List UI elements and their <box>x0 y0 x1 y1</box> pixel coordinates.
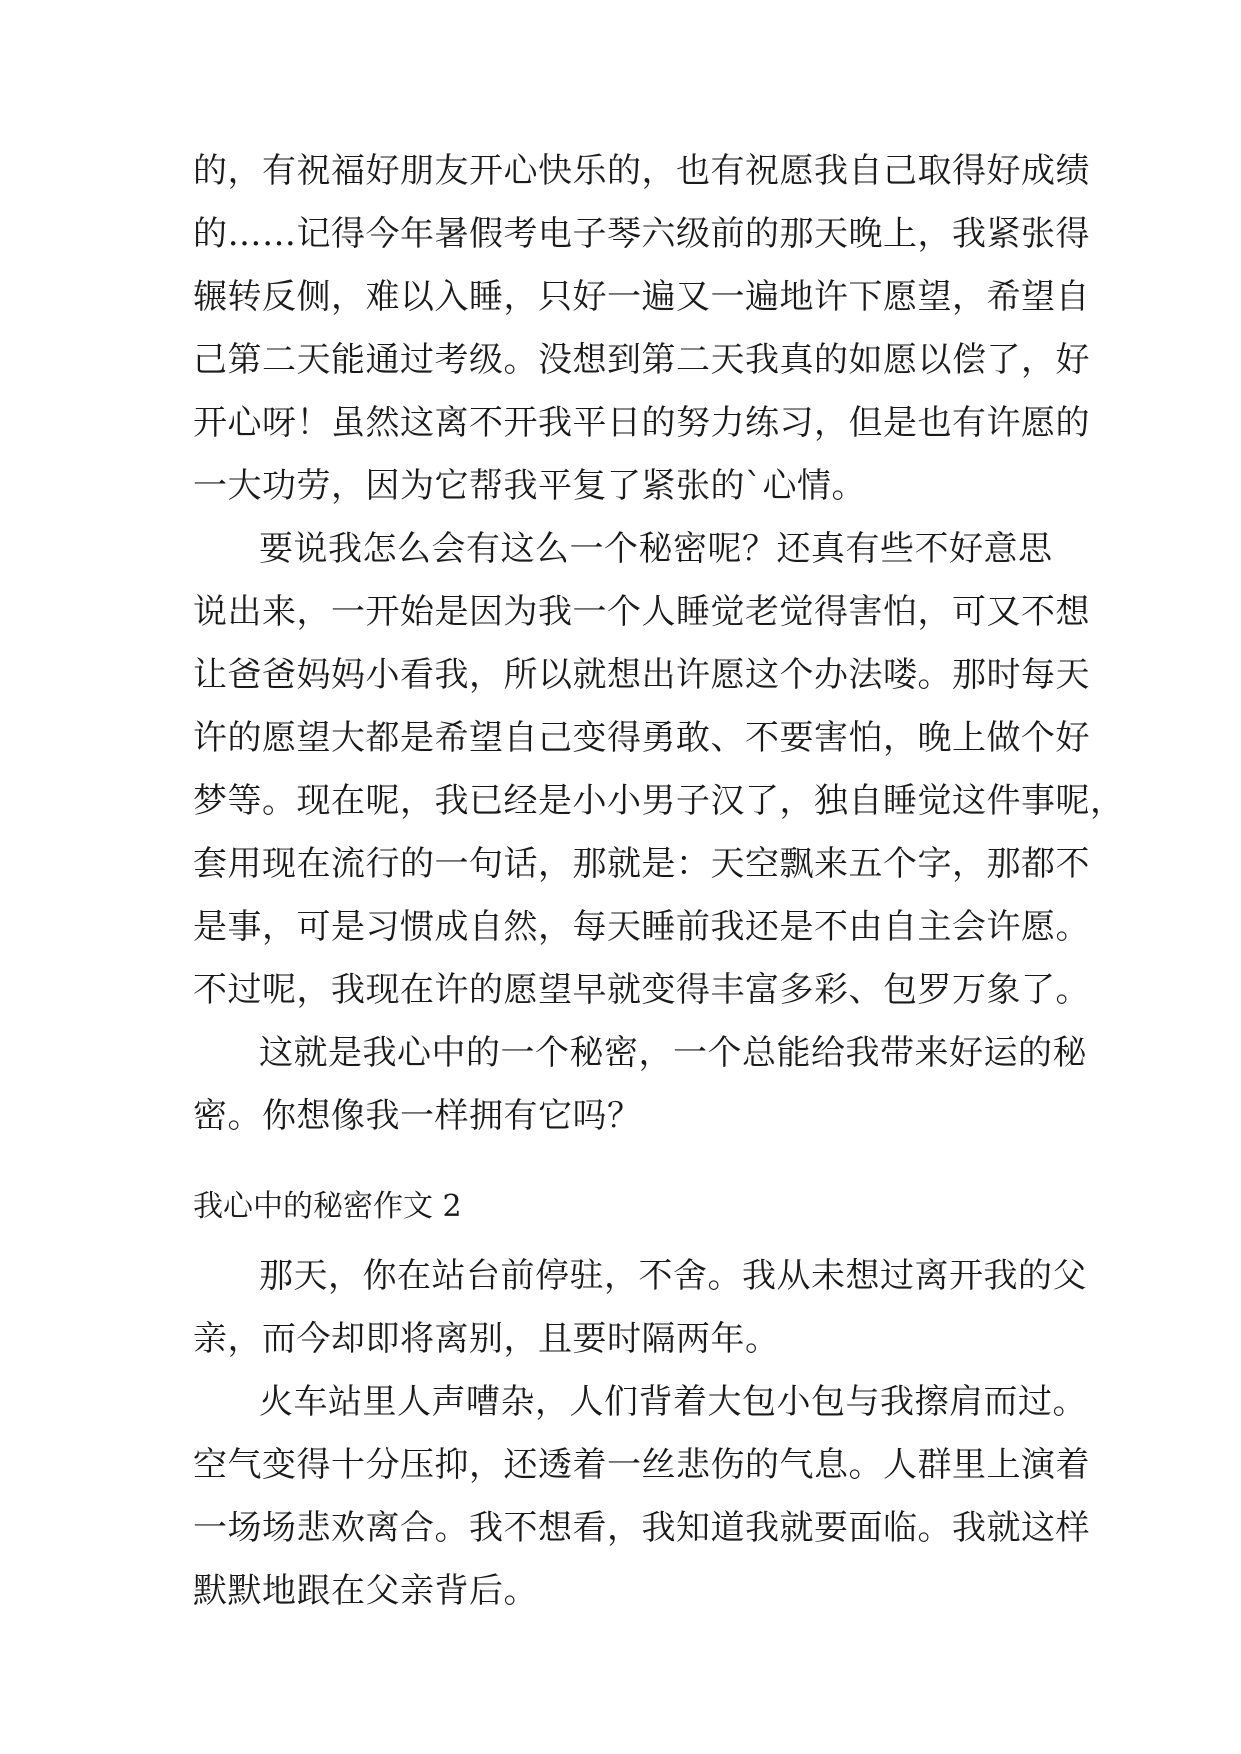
paragraph-line: 一大功劳，因为它帮我平复了紧张的`心情。 <box>193 466 866 506</box>
paragraph-line: 说出来，一开始是因为我一个人睡觉老觉得害怕，可又不想 <box>193 592 1090 632</box>
paragraph-line: 套用现在流行的一句话，那就是：天空飘来五个字，那都不 <box>193 844 1090 884</box>
paragraph-line: 一场场悲欢离合。我不想看，我知道我就要面临。我就这样 <box>193 1508 1090 1548</box>
paragraph-line: 默默地跟在父亲背后。 <box>193 1571 538 1611</box>
paragraph-line: 的，有祝福好朋友开心快乐的，也有祝愿我自己取得好成绩 <box>193 151 1090 191</box>
paragraph-line: 让爸爸妈妈小看我，所以就想出许愿这个办法喽。那时每天 <box>193 655 1090 695</box>
paragraph-line: 是事，可是习惯成自然，每天睡前我还是不由自主会许愿。 <box>193 907 1090 947</box>
paragraph-line: 开心呀！虽然这离不开我平日的努力练习，但是也有许愿的 <box>193 403 1090 443</box>
paragraph-line: 亲，而今却即将离别，且要时隔两年。 <box>193 1319 780 1359</box>
paragraph-line: 不过呢，我现在许的愿望早就变得丰富多彩、包罗万象了。 <box>193 970 1090 1010</box>
paragraph-line: 那天，你在站台前停驻，不舍。我从未想过离开我的父 <box>259 1256 1087 1296</box>
paragraph-line: 的……记得今年暑假考电子琴六级前的那天晚上，我紧张得 <box>193 214 1090 254</box>
paragraph-line: 火车站里人声嘈杂，人们背着大包小包与我擦肩而过。 <box>259 1382 1087 1422</box>
paragraph-line: 辗转反侧，难以入睡，只好一遍又一遍地许下愿望，希望自 <box>193 277 1090 317</box>
paragraph-line: 密。你想像我一样拥有它吗？ <box>193 1096 642 1136</box>
paragraph-line: 许的愿望大都是希望自己变得勇敢、不要害怕，晚上做个好 <box>193 718 1090 758</box>
paragraph-line: 己第二天能通过考级。没想到第二天我真的如愿以偿了，好 <box>193 340 1090 380</box>
section-title: 我心中的秘密作文 2 <box>193 1189 462 1224</box>
paragraph-line: 这就是我心中的一个秘密，一个总能给我带来好运的秘 <box>259 1033 1087 1073</box>
paragraph-line: 要说我怎么会有这么一个秘密呢？还真有些不好意思 <box>259 529 1053 569</box>
paragraph-line: 空气变得十分压抑，还透着一丝悲伤的气息。人群里上演着 <box>193 1445 1090 1485</box>
paragraph-line: 梦等。现在呢，我已经是小小男子汉了，独自睡觉这件事呢， <box>193 781 1125 821</box>
